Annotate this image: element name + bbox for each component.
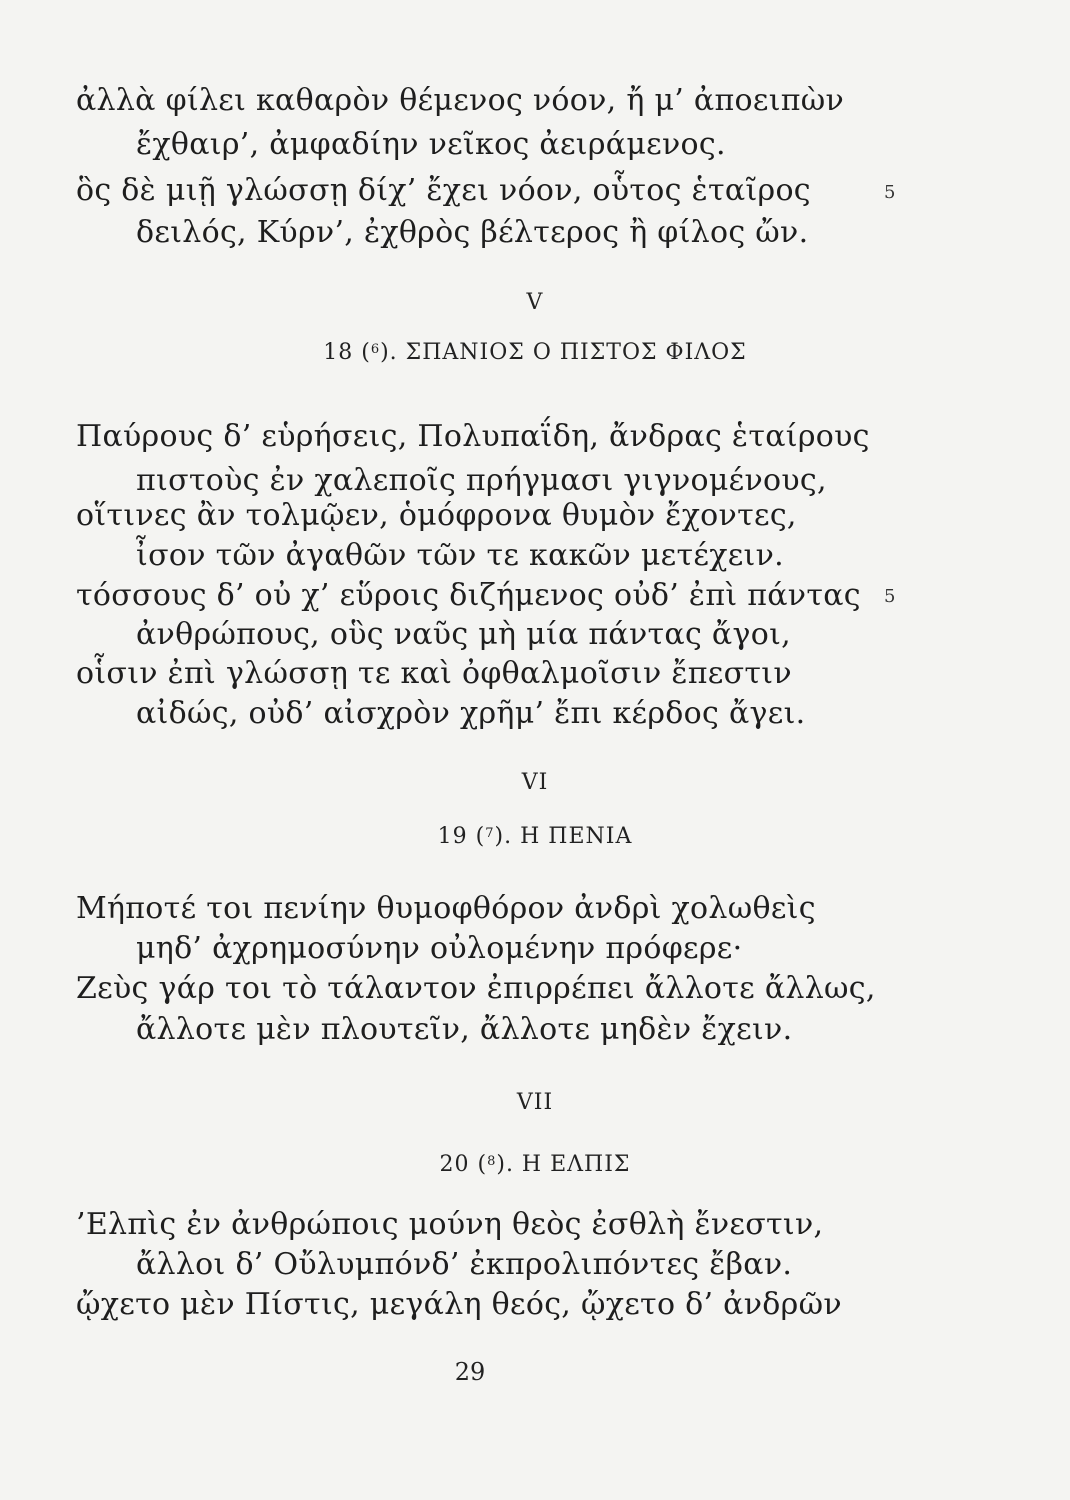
heading-superscript: 7 — [485, 826, 495, 841]
section-numeral: VI — [521, 770, 549, 795]
verse-line: ἄλλοτε μὲν πλουτεῖν, ἄλλοτε μηδὲν ἔχειν. — [136, 1012, 793, 1047]
heading-prefix: 18 ( — [323, 340, 371, 365]
verse-line: ἄλλοι δ’ Οὔλυμπόνδ’ ἐκπρολιπόντες ἔβαν. — [136, 1247, 793, 1282]
verse-line: αἰδώς, οὐδ’ αἰσχρὸν χρῆμ’ ἔπι κέρδος ἄγει. — [136, 696, 806, 731]
verse-line: ᾤχετο μὲν Πίστις, μεγάλη θεός, ᾤχετο δ’ ἀνδρῶν — [76, 1287, 842, 1322]
verse-line: Παύρους δ’ εὑρήσεις, Πολυπαΐδη, ἄνδρας ἑταίρους — [76, 419, 870, 454]
heading-prefix: 19 ( — [437, 824, 486, 849]
page-number: 29 — [454, 1358, 486, 1386]
verse-line: ἶσον τῶν ἀγαθῶν τῶν τε κακῶν μετέχειν. — [136, 538, 784, 573]
heading-title: ). ΣΠΑΝΙΟΣ Ο ΠΙΣΤΟΣ ΦΙΛΟΣ — [380, 340, 747, 365]
heading-prefix: 20 ( — [439, 1152, 488, 1177]
section-numeral: V — [526, 290, 544, 315]
verse-line: ’Ελπὶς ἐν ἀνθρώποις μούνη θεὸς ἐσθλὴ ἔνεστιν, — [76, 1207, 824, 1242]
verse-line: ὃς δὲ μιῇ γλώσσῃ δίχ’ ἔχει νόον, οὗτος ἑταῖρος — [76, 173, 811, 208]
poem-heading — [0, 1152, 1070, 1177]
poem-heading — [0, 824, 1070, 849]
line-number: 5 — [884, 586, 896, 607]
verse-line: ἀνθρώπους, οὓς ναῦς μὴ μία πάντας ἄγοι, — [136, 617, 791, 652]
heading-superscript: 6 — [370, 342, 381, 357]
verse-line: οἵτινες ἂν τολμῷεν, ὁμόφρονα θυμὸν ἔχοντες, — [76, 498, 797, 533]
verse-line: ἔχθαιρ’, ἀμφαδίην νεῖκος ἀειράμενος. — [136, 127, 726, 162]
verse-line: Ζεὺς γάρ τοι τὸ τάλαντον ἐπιρρέπει ἄλλοτε ἄλλως, — [76, 971, 876, 1006]
line-number: 5 — [884, 182, 896, 203]
verse-line: οἷσιν ἐπὶ γλώσσῃ τε καὶ ὀφθαλμοῖσιν ἔπεστιν — [76, 656, 792, 691]
verse-line: Μήποτέ τοι πενίην θυμοφθόρον ἀνδρὶ χολωθεὶς — [76, 891, 816, 926]
heading-title: ). Η ΕΛΠΙΣ — [496, 1152, 631, 1177]
poem-heading — [0, 340, 1070, 365]
verse-line: τόσσους δ’ οὐ χ’ εὕροις διζήμενος οὐδ’ ἐπὶ πάντας — [76, 578, 861, 613]
heading-superscript: 8 — [487, 1154, 497, 1169]
verse-line: πιστοὺς ἐν χαλεποῖς πρήγμασι γιγνομένους, — [136, 463, 827, 498]
heading-title: ). Η ΠΕΝΙΑ — [494, 824, 633, 849]
section-numeral: VII — [516, 1090, 554, 1115]
verse-line: ἀλλὰ φίλει καθαρὸν θέμενος νόον, ἤ μ’ ἀποειπὼν — [76, 83, 845, 118]
verse-line: μηδ’ ἀχρημοσύνην οὐλομένην πρόφερε· — [136, 931, 743, 966]
verse-line: δειλός, Κύρν’, ἐχθρὸς βέλτερος ἢ φίλος ὤν. — [136, 215, 809, 250]
